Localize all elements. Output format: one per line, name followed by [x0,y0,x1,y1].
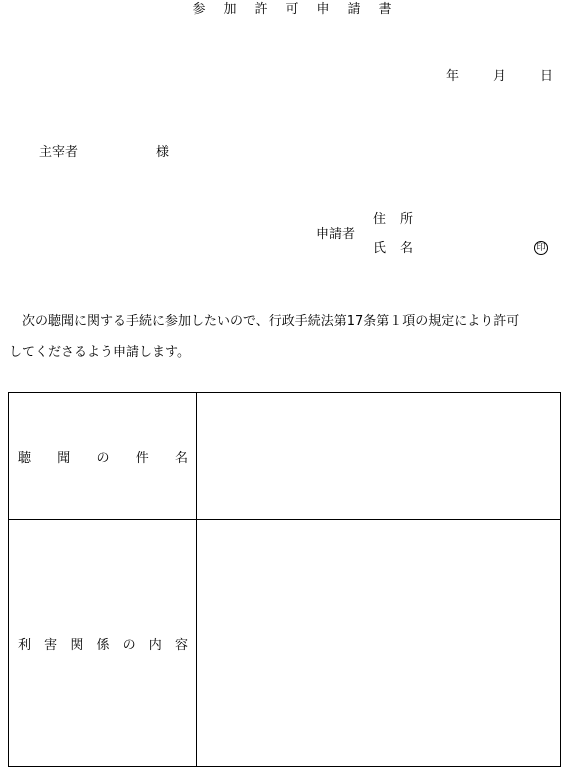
honorific-label: 様 [156,145,170,160]
label-char: 利 [18,637,32,653]
interest-details-row [9,520,561,767]
seal-mark: 印 [534,241,548,255]
name-label-char: 名 [400,241,414,256]
label-char: 聞 [57,450,71,466]
title-char: 申 [316,2,330,17]
label-char: 係 [96,637,110,653]
interest-details-value-cell[interactable] [197,520,561,767]
label-char: の [122,637,136,653]
title-char: 可 [285,2,299,17]
title-char: 加 [223,2,237,17]
date-year-label: 年 [446,69,460,84]
label-char: 関 [70,637,84,653]
applicant-label: 申請者 [316,227,356,242]
address-label-char: 住 [373,212,387,227]
hearing-title-label-cell [9,393,197,520]
label-char: の [96,450,110,466]
title-char: 許 [254,2,268,17]
interest-details-label [9,634,196,653]
application-form-table [8,392,561,767]
label-char: 害 [44,637,58,653]
title-char: 書 [378,2,392,17]
title-char: 参 [192,2,206,17]
hearing-title-value-cell[interactable] [197,393,561,520]
label-char: 名 [174,450,188,466]
label-char: 件 [135,450,149,466]
label-char: 内 [148,637,162,653]
label-char: 聴 [18,450,32,466]
name-label [373,242,413,255]
organizer-label: 主宰者 [39,145,79,160]
hearing-title-row [9,393,561,520]
address-label-char: 所 [400,212,414,227]
hearing-title-label [9,447,196,466]
address-label [373,213,413,226]
name-label-char: 氏 [373,241,387,256]
statement-line-2: してくださるよう申請します。 [9,345,190,360]
interest-details-label-cell [9,520,197,767]
date-day-label: 日 [540,69,554,84]
document-title [0,3,584,16]
application-statement [9,306,581,368]
date-month-label: 月 [493,69,507,84]
label-char: 容 [174,637,188,653]
date-line [446,70,553,83]
title-char: 請 [347,2,361,17]
statement-line-1: 次の聴聞に関する手続に参加したいので、行政手続法第17条第１項の規定により許可 [22,314,520,329]
